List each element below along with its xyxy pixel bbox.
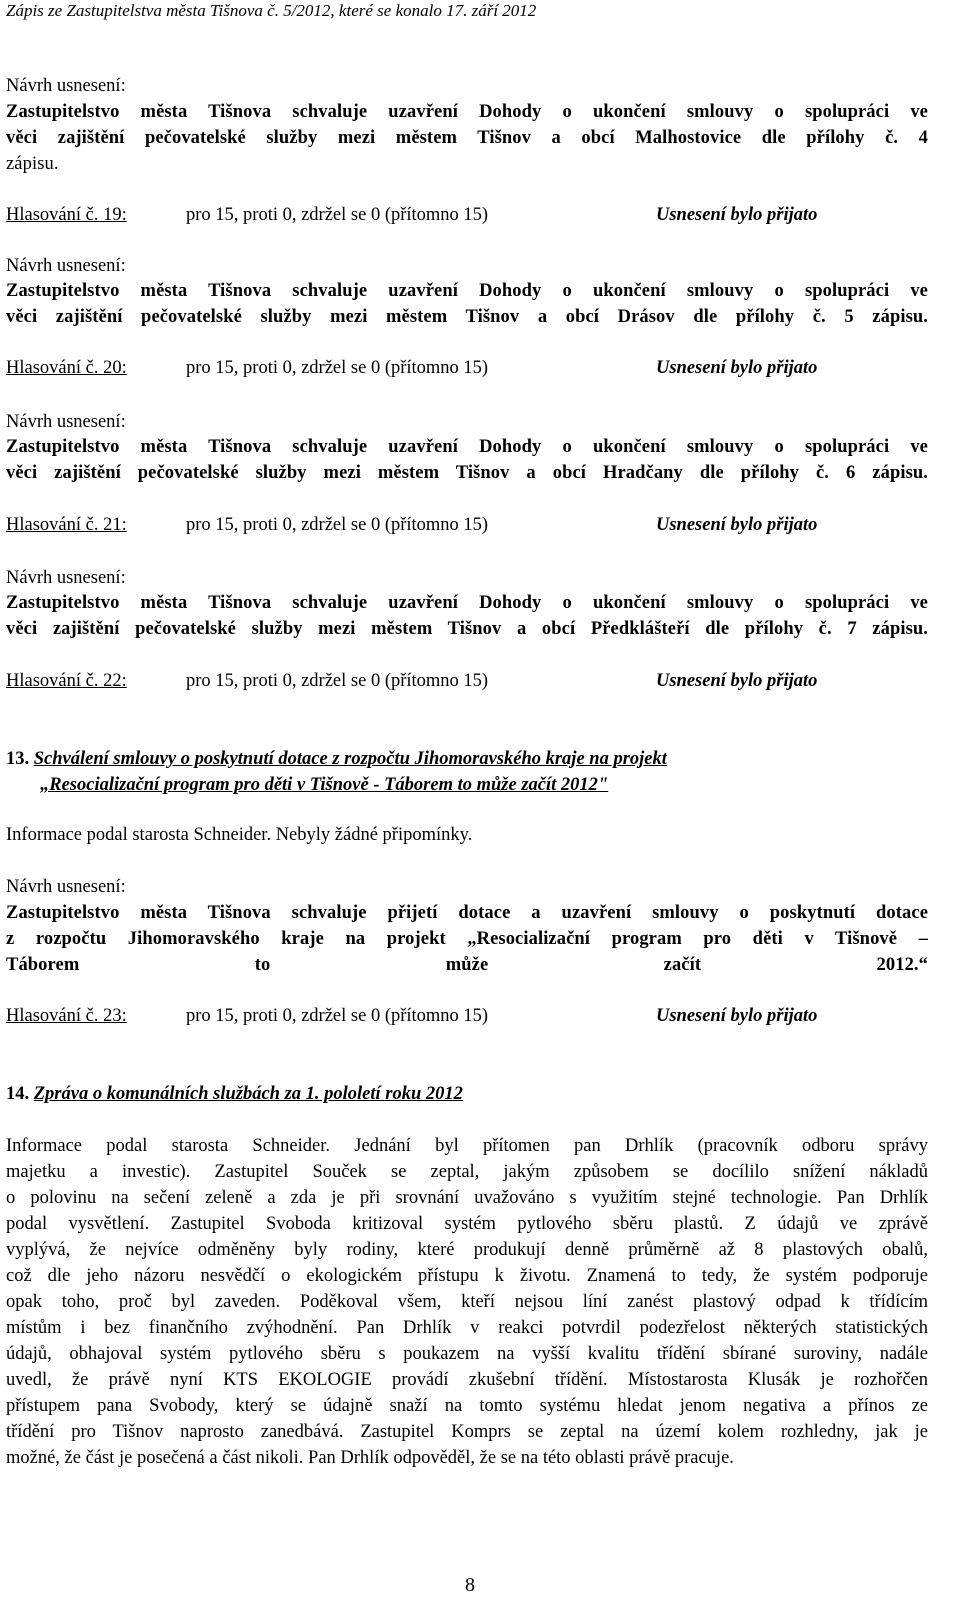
page-header: Zápis ze Zastupitelstva města Tišnova č. 5/2012, které se konalo 17. září 2012 bbox=[6, 1, 537, 20]
body-line: podal vysvětlení. Zastupitel Svoboda kritizoval systém pytlového sběru plastů. Z údajů ve zprávě bbox=[6, 1214, 928, 1234]
section-title: Zpráva o komunálních službách za 1. pololetí roku 2012 bbox=[33, 1084, 463, 1104]
resolution-line: věci zajištění pečovatelské služby mezi městem Tišnov a obcí Předklášteří dle přílohy č. 7 zápisu. bbox=[6, 619, 928, 639]
section-heading bbox=[6, 746, 928, 798]
body-line: Informace podal starosta Schneider. Jednání byl přítomen pan Drhlík (pracovník odboru správy bbox=[6, 1136, 928, 1156]
vote-result: Usnesení bylo přijato bbox=[656, 515, 818, 535]
body-paragraph bbox=[6, 1133, 928, 1471]
resolution-line-bold: věci zajištění pečovatelské služby mezi městem Tišnov a obcí Drásov dle přílohy č. 5 zápisu. bbox=[6, 307, 928, 327]
vote-counts: pro 15, proti 0, zdržel se 0 (přítomno 15) bbox=[186, 515, 489, 535]
vote-row bbox=[6, 1004, 818, 1028]
body-line: údajů, obhajoval systém pytlového sběru s poukazem na vyšší kvalitu třídění sbírané suroviny, nadále bbox=[6, 1344, 928, 1364]
vote-row bbox=[6, 513, 818, 537]
body-line: třídění pro Tišnov naprosto zanedbává. Zastupitel Komprs se zeptal na území kolem rozhledny, jak je bbox=[6, 1422, 928, 1442]
resolution-line: Zastupitelstvo města Tišnova schvaluje uzavření Dohody o ukončení smlouvy o spolupráci ve bbox=[6, 437, 928, 457]
proposal-label: Návrh usnesení: bbox=[6, 412, 126, 432]
resolution-line: věci zajištění pečovatelské služby mezi městem Tišnov a obcí Malhostovice dle přílohy č. 4 bbox=[6, 128, 928, 148]
vote-result: Usnesení bylo přijato bbox=[656, 358, 818, 378]
vote-counts: pro 15, proti 0, zdržel se 0 (přítomno 15) bbox=[186, 1006, 489, 1026]
body-line: majetku a investic). Zastupitel Souček se zeptal, jakým způsobem se docílilo snížení nákladů bbox=[6, 1162, 928, 1182]
resolution-line: Táborem to může začít 2012.“ bbox=[6, 955, 928, 975]
body-line: možné, že část je posečená a část nikoli. Pan Drhlík odpověděl, že se na této oblasti právě pracuje. bbox=[6, 1448, 734, 1468]
resolution-line: Zastupitelstvo města Tišnova schvaluje uzavření Dohody o ukončení smlouvy o spolupráci ve bbox=[6, 102, 928, 122]
body-line: o polovinu na sečení zeleně a zda je při srovnání uvažováno s využitím stejné technologie. Pan Drhlík bbox=[6, 1188, 928, 1208]
info-text: Informace podal starosta Schneider. Nebyly žádné připomínky. bbox=[6, 825, 473, 845]
body-line: vyplývá, že nejvíce odměněny byly rodiny, které produkují denně průměrně až 8 plastových obalů, bbox=[6, 1240, 928, 1260]
section-heading bbox=[6, 1081, 928, 1107]
vote-result: Usnesení bylo přijato bbox=[656, 1006, 818, 1026]
resolution-line: Zastupitelstvo města Tišnova schvaluje přijetí dotace a uzavření smlouvy o poskytnutí dotace bbox=[6, 903, 928, 923]
vote-counts: pro 15, proti 0, zdržel se 0 (přítomno 15) bbox=[186, 671, 489, 691]
resolution-line bbox=[6, 304, 928, 330]
resolution-text bbox=[6, 278, 928, 330]
page-number: 8 bbox=[465, 1574, 475, 1596]
vote-label: Hlasování č. 21: bbox=[6, 515, 127, 535]
section-number: 14. bbox=[6, 1084, 30, 1104]
vote-counts: pro 15, proti 0, zdržel se 0 (přítomno 15) bbox=[186, 205, 489, 225]
resolution-line: z rozpočtu Jihomoravského kraje na projekt „Resocializační program pro děti v Tišnově – bbox=[6, 929, 928, 949]
proposal-label: Návrh usnesení: bbox=[6, 877, 126, 897]
body-line: přístupem pana Svobody, který se údajně snaží na tomto systému hledat jenom negativa a přínos ze bbox=[6, 1396, 928, 1416]
vote-label: Hlasování č. 22: bbox=[6, 671, 127, 691]
vote-result: Usnesení bylo přijato bbox=[656, 205, 818, 225]
resolution-text bbox=[6, 900, 928, 978]
resolution-text bbox=[6, 434, 928, 486]
body-line: opak toho, proč byl zaveden. Poděkoval všem, kteří nejsou líní zanést plastový odpad k třídícím bbox=[6, 1292, 928, 1312]
resolution-line: věci zajištění pečovatelské služby mezi městem Tišnov a obcí Hradčany dle přílohy č. 6 zápisu. bbox=[6, 463, 928, 483]
vote-counts: pro 15, proti 0, zdržel se 0 (přítomno 15) bbox=[186, 358, 489, 378]
body-line: uvedl, že právě nyní KTS EKOLOGIE provádí zkušební třídění. Místostarosta Klusák je rozhořčen bbox=[6, 1370, 928, 1390]
resolution-text bbox=[6, 590, 928, 642]
proposal-label: Návrh usnesení: bbox=[6, 76, 126, 96]
section-number: 13. bbox=[6, 749, 30, 769]
proposal-label: Návrh usnesení: bbox=[6, 256, 126, 276]
resolution-line: zápisu. bbox=[6, 154, 59, 174]
body-line: místům i bez finančního zvýhodnění. Pan Drhlík v reakci potvrdil podezřelost některých statistických bbox=[6, 1318, 928, 1338]
vote-label: Hlasování č. 19: bbox=[6, 205, 127, 225]
vote-label: Hlasování č. 23: bbox=[6, 1006, 127, 1026]
vote-row bbox=[6, 203, 818, 227]
vote-row bbox=[6, 669, 818, 693]
resolution-line: Zastupitelstvo města Tišnova schvaluje uzavření Dohody o ukončení smlouvy o spolupráci ve bbox=[6, 593, 928, 613]
resolution-text bbox=[6, 99, 928, 177]
vote-result: Usnesení bylo přijato bbox=[656, 671, 818, 691]
vote-row bbox=[6, 356, 818, 380]
section-title: „Resocializační program pro děti v Tišnově - Táborem to může začít 2012" bbox=[40, 775, 609, 795]
section-title: Schválení smlouvy o poskytnutí dotace z rozpočtu Jihomoravského kraje na projekt bbox=[33, 749, 667, 769]
proposal-label: Návrh usnesení: bbox=[6, 568, 126, 588]
resolution-line: Zastupitelstvo města Tišnova schvaluje uzavření Dohody o ukončení smlouvy o spolupráci ve bbox=[6, 281, 928, 301]
body-line: což dle jeho názoru nesvědčí o ekologickém přístupu k životu. Znamená to tedy, že systém podporuje bbox=[6, 1266, 928, 1286]
vote-label: Hlasování č. 20: bbox=[6, 358, 127, 378]
